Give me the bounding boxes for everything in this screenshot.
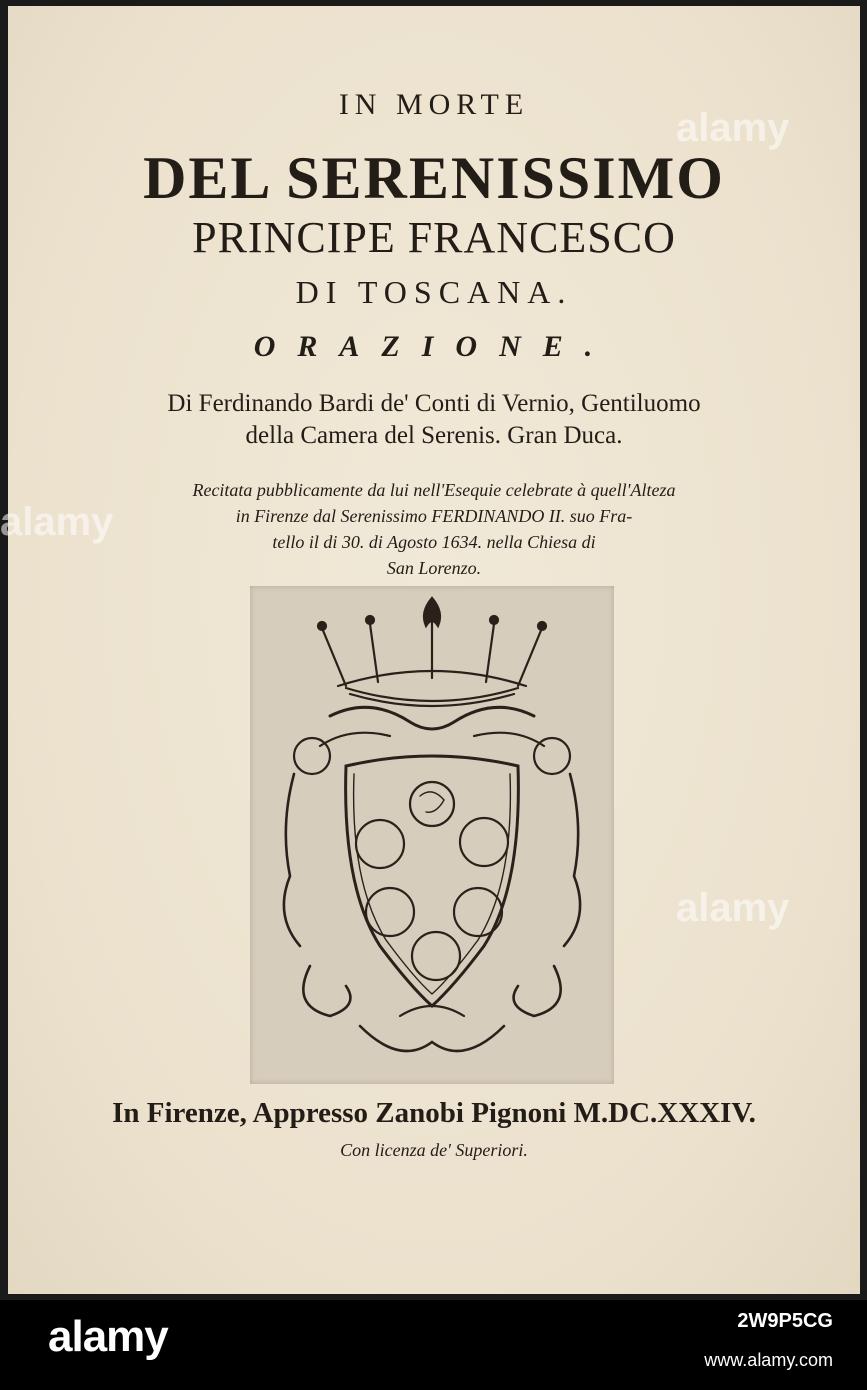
author-line-2: della Camera del Serenis. Gran Duca. [245, 422, 623, 449]
title-line-principe: PRINCIPE FRANCESCO [192, 213, 676, 262]
site-url[interactable]: www.alamy.com [704, 1350, 833, 1370]
author-line-1: Di Ferdinando Bardi de' Conti di Vernio, Gentiluomo [167, 390, 701, 417]
title-line-orazione: ORAZIONE. [253, 330, 615, 363]
recital-line-4: San Lorenzo. [386, 558, 482, 578]
medici-crest-icon [250, 586, 614, 1084]
stock-footer-bar [0, 1300, 867, 1390]
recital-line-2: in Firenze dal Serenissimo FERDINANDO II. suo Fra- [235, 506, 633, 526]
title-line-serenissimo: DEL SERENISSIMO [143, 145, 725, 211]
alamy-logo: alamy [48, 1312, 168, 1361]
watermark-text: alamy [676, 106, 790, 150]
recital-line-3: tello il di 30. di Agosto 1634. nella Chiesa di [272, 532, 596, 552]
coat-of-arms-engraving [250, 586, 614, 1084]
image-id: 2W9P5CG [737, 1310, 833, 1332]
watermark-text: alamy [0, 500, 114, 544]
title-line-toscana: DI TOSCANA. [295, 274, 573, 310]
imprint-line: In Firenze, Appresso Zanobi Pignoni M.DC.XXXIV. [112, 1097, 756, 1129]
title-page [0, 6, 860, 1294]
recital-line-1: Recitata pubblicamente da lui nell'Esequie celebrate à quell'Alteza [192, 480, 676, 500]
title-line-in-morte: IN MORTE [338, 88, 530, 121]
license-line: Con licenza de' Superiori. [340, 1140, 528, 1160]
watermark-text: alamy [676, 886, 790, 930]
